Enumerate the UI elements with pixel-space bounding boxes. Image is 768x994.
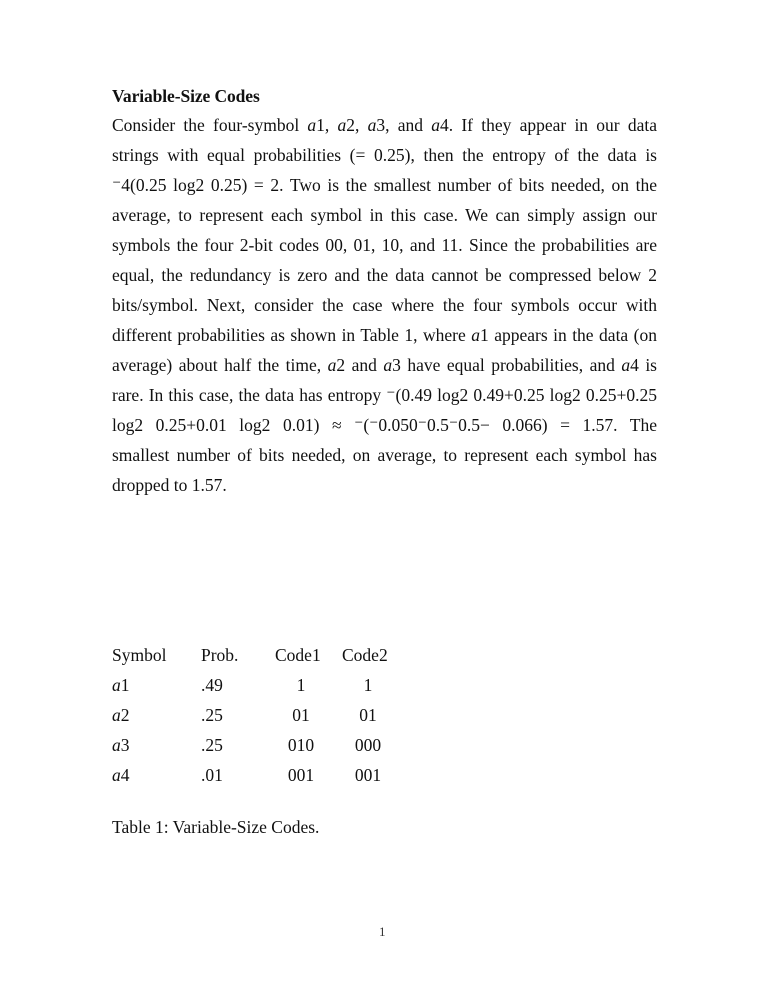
code1-cell: 01 [292, 705, 310, 725]
paragraph-line: average, to represent each symbol in this case. We can simply assign our [112, 205, 657, 225]
code1-cell: 1 [296, 675, 306, 695]
symbol-cell [112, 670, 130, 700]
prob-cell: .25 [201, 735, 223, 755]
paragraph-line: equal, the redundancy is zero and the data cannot be compressed below 2 [112, 265, 657, 285]
paragraph-line: smallest number of bits needed, on average, to represent each symbol has [112, 445, 657, 465]
symbol-cell [112, 700, 130, 730]
italic-symbol: a [307, 115, 317, 135]
code2-cell: 01 [359, 705, 377, 725]
section-heading: Variable-Size Codes [112, 86, 260, 106]
italic-symbol: a [337, 115, 347, 135]
code2-cell: 001 [354, 765, 382, 785]
italic-symbol: a [367, 115, 377, 135]
italic-symbol: a [431, 115, 440, 135]
italic-symbol: a [383, 355, 393, 375]
italic-symbol: a [621, 355, 631, 375]
paragraph-line: average) about half the time, a2 and a3 have equal probabilities, and a4 is [112, 355, 657, 375]
paragraph-line: symbols the four 2-bit codes 00, 01, 10, and 11. Since the probabilities are [112, 235, 657, 255]
header-prob: Prob. [201, 645, 239, 665]
body-paragraph [112, 110, 657, 500]
symbol-index: 2 [120, 705, 130, 725]
paragraph-line: log2 0.25+0.01 log2 0.01) ≈ ⁻(⁻0.050⁻0.5⁻0.5− 0.066) = 1.57. The [112, 415, 657, 435]
page-number: 1 [379, 924, 386, 939]
header-code1: Code1 [275, 645, 321, 665]
symbol-letter: a [112, 765, 121, 785]
prob-cell: .01 [201, 765, 223, 785]
symbol-index: 4 [120, 765, 130, 785]
code2-cell: 1 [363, 675, 373, 695]
paragraph-line: bits/symbol. Next, consider the case where the four symbols occur with [112, 295, 657, 315]
header-symbol: Symbol [112, 645, 167, 665]
symbol-letter: a [112, 675, 121, 695]
header-code2: Code2 [342, 645, 388, 665]
symbol-cell [112, 730, 130, 760]
paragraph-line: strings with equal probabilities (= 0.25), then the entropy of the data is [112, 145, 657, 165]
code2-cell: 000 [354, 735, 382, 755]
prob-cell: .49 [201, 675, 223, 695]
italic-symbol: a [471, 325, 480, 345]
symbol-letter: a [112, 735, 121, 755]
paragraph-line: dropped to 1.57. [112, 475, 227, 495]
table-caption: Table 1: Variable-Size Codes. [112, 817, 320, 837]
code1-cell: 010 [287, 735, 315, 755]
paragraph-line: different probabilities as shown in Table 1, where a1 appears in the data (on [112, 325, 657, 345]
symbol-index: 1 [120, 675, 130, 695]
paragraph-line: rare. In this case, the data has entropy ⁻(0.49 log2 0.49+0.25 log2 0.25+0.25 [112, 385, 657, 405]
symbol-letter: a [112, 705, 121, 725]
prob-cell: .25 [201, 705, 223, 725]
code1-cell: 001 [287, 765, 315, 785]
paragraph-line: ⁻4(0.25 log2 0.25) = 2. Two is the smallest number of bits needed, on the [112, 175, 657, 195]
symbol-cell [112, 760, 130, 790]
paragraph-line: Consider the four-symbol a1, a2, a3, and a4. If they appear in our data [112, 115, 657, 135]
symbol-index: 3 [120, 735, 130, 755]
italic-symbol: a [327, 355, 337, 375]
